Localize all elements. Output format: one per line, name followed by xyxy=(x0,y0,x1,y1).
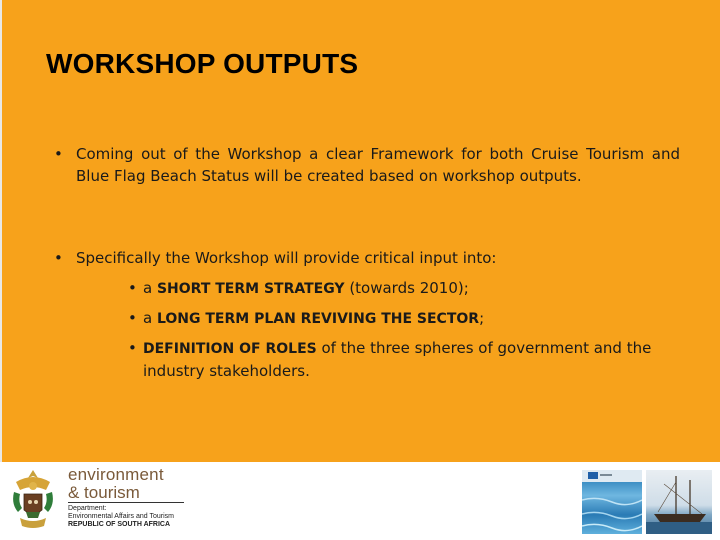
sub-bullet-rest: of the three spheres of government and the industry stakeholders. xyxy=(143,339,652,380)
sub-bullet-rest: ; xyxy=(479,309,485,327)
sub-bullet-item xyxy=(128,307,688,330)
department-block xyxy=(68,505,174,529)
slide-footer xyxy=(0,462,720,540)
sub-bullet-emphasis: SHORT TERM STRATEGY xyxy=(156,281,345,297)
blue-flag-icon xyxy=(582,470,642,534)
sub-bullet-emphasis: DEFINITION OF ROLES xyxy=(143,341,317,357)
bullet-glyph: • xyxy=(128,339,137,357)
sailing-ship-photo xyxy=(646,470,712,534)
sub-bullet-item xyxy=(128,277,688,300)
brand-line-2: & tourism xyxy=(68,483,140,502)
bullet-item xyxy=(54,143,680,187)
sub-bullet-text xyxy=(143,307,688,330)
bullet-text: Coming out of the Workshop a clear Framework for both Cruise Tourism and Blue Flag Beach Status will be created based on workshop outputs. xyxy=(76,145,680,185)
sub-bullet-rest: (towards 2010); xyxy=(344,279,469,297)
brand-line-1: environment xyxy=(68,465,164,484)
bullet-glyph: • xyxy=(128,279,137,297)
slide-title: WORKSHOP OUTPUTS xyxy=(46,48,359,79)
department-name: Environmental Affairs and Tourism xyxy=(68,513,174,520)
logo-divider xyxy=(66,470,67,530)
bullet-item xyxy=(54,247,680,269)
bullet-glyph: • xyxy=(128,309,137,327)
department-label: Department: xyxy=(68,505,107,512)
bullet-glyph: • xyxy=(54,249,63,267)
sub-bullet-text xyxy=(143,337,688,382)
bullet-glyph: • xyxy=(54,145,63,163)
blue-flag-beach-photo xyxy=(582,470,642,534)
country-name: REPUBLIC OF SOUTH AFRICA xyxy=(68,521,171,528)
sailing-ship-icon xyxy=(646,470,712,534)
coat-of-arms-icon xyxy=(8,468,58,532)
sub-bullet-item xyxy=(128,337,688,382)
sub-bullet-prefix: a xyxy=(143,309,157,327)
sub-bullet-text xyxy=(143,277,688,300)
brand-rule xyxy=(68,502,184,503)
sub-bullet-emphasis: LONG TERM PLAN REVIVING THE SECTOR xyxy=(156,311,480,327)
bullet-text: Specifically the Workshop will provide critical input into: xyxy=(76,249,497,267)
sub-bullet-prefix: a xyxy=(143,279,157,297)
